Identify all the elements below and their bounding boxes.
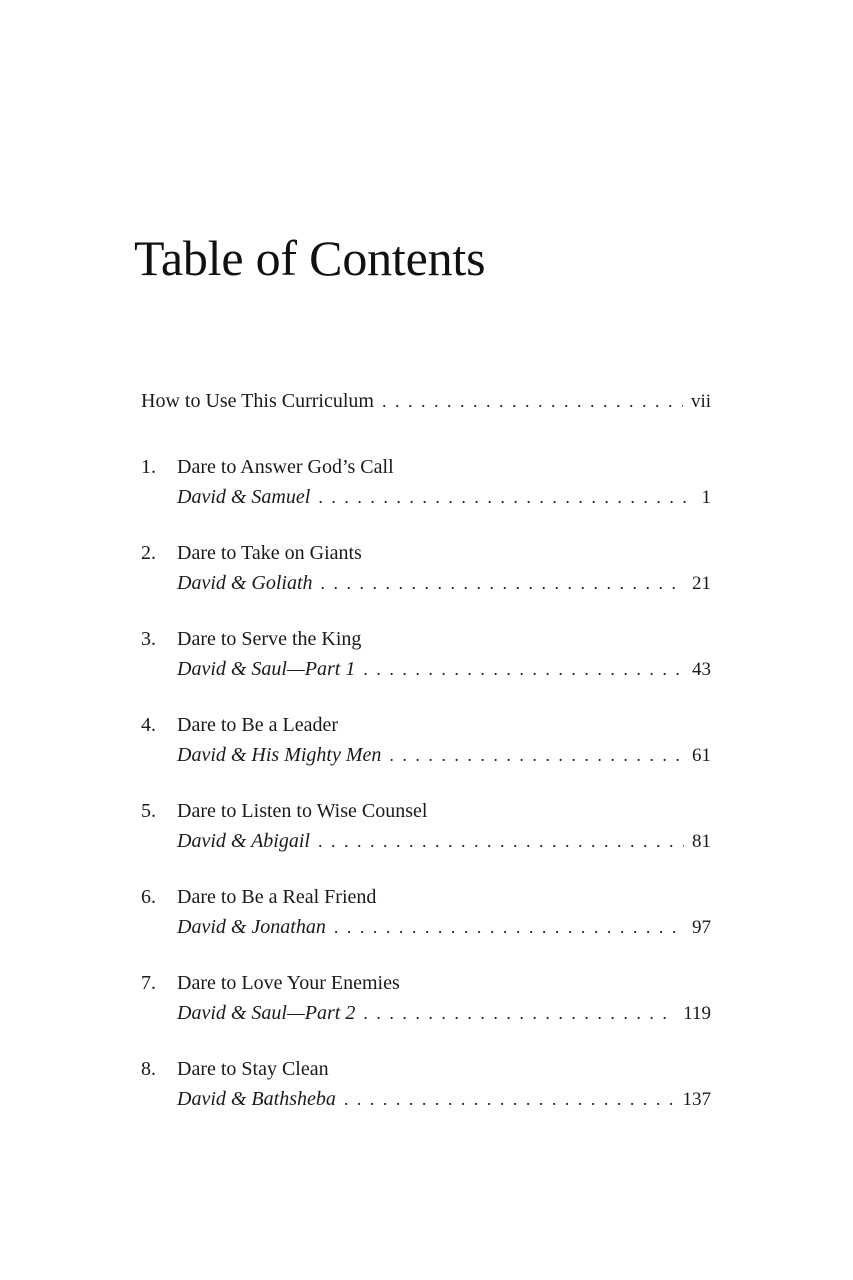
toc-page-number: 43	[692, 659, 711, 680]
dot-leader	[318, 482, 693, 512]
toc-chapter-1[interactable]	[141, 452, 711, 512]
chapter-number: 2.	[141, 542, 156, 564]
chapter-number: 5.	[141, 800, 156, 822]
toc-page-number: vii	[690, 391, 711, 412]
toc-page-number: 97	[692, 917, 711, 938]
toc-page-number: 81	[692, 831, 711, 852]
chapter-number: 1.	[141, 456, 156, 478]
toc-chapter-7[interactable]	[141, 968, 711, 1028]
chapter-title: Dare to Serve the King	[177, 628, 362, 650]
chapter-title: Dare to Be a Leader	[177, 714, 339, 736]
toc-page-number: 137	[682, 1089, 711, 1110]
toc-page-number: 1	[701, 487, 711, 508]
chapter-number: 8.	[141, 1058, 156, 1080]
toc-chapter-8[interactable]	[141, 1054, 711, 1114]
chapter-title: Dare to Love Your Enemies	[177, 972, 400, 994]
dot-leader	[389, 740, 684, 770]
chapter-number: 7.	[141, 972, 156, 994]
toc-chapter-6[interactable]	[141, 882, 711, 942]
dot-leader	[318, 826, 684, 856]
chapter-subtitle: David & Saul—Part 1	[177, 658, 356, 680]
dot-leader	[382, 386, 683, 416]
chapter-title: Dare to Be a Real Friend	[177, 886, 377, 908]
toc-chapter-4[interactable]	[141, 710, 711, 770]
dot-leader	[363, 998, 675, 1028]
chapter-subtitle: David & Samuel	[177, 486, 311, 508]
toc-entry-label: How to Use This Curriculum	[141, 390, 374, 412]
chapter-subtitle: David & Saul—Part 2	[177, 1002, 356, 1024]
toc-chapter-2[interactable]	[141, 538, 711, 598]
toc-chapter-5[interactable]	[141, 796, 711, 856]
chapter-title: Dare to Stay Clean	[177, 1058, 329, 1080]
dot-leader	[344, 1084, 675, 1114]
chapter-number: 6.	[141, 886, 156, 908]
toc-page-number: 61	[692, 745, 711, 766]
chapter-subtitle: David & Abigail	[177, 830, 310, 852]
dot-leader	[334, 912, 684, 942]
chapter-number: 4.	[141, 714, 156, 736]
toc-page-number: 119	[683, 1003, 711, 1024]
chapter-title: Dare to Answer God’s Call	[177, 456, 394, 478]
chapter-subtitle: David & Jonathan	[177, 916, 326, 938]
chapter-number: 3.	[141, 628, 156, 650]
chapter-title: Dare to Take on Giants	[177, 542, 362, 564]
toc-entry-intro[interactable]	[141, 386, 711, 416]
chapter-subtitle: David & His Mighty Men	[177, 744, 382, 766]
chapter-subtitle: David & Bathsheba	[177, 1088, 336, 1110]
page-title: Table of Contents	[134, 230, 486, 286]
dot-leader	[321, 568, 684, 598]
dot-leader	[363, 654, 684, 684]
toc-chapter-3[interactable]	[141, 624, 711, 684]
chapter-subtitle: David & Goliath	[177, 572, 313, 594]
chapter-title: Dare to Listen to Wise Counsel	[177, 800, 428, 822]
toc-page-number: 21	[692, 573, 711, 594]
table-of-contents	[141, 386, 711, 1140]
